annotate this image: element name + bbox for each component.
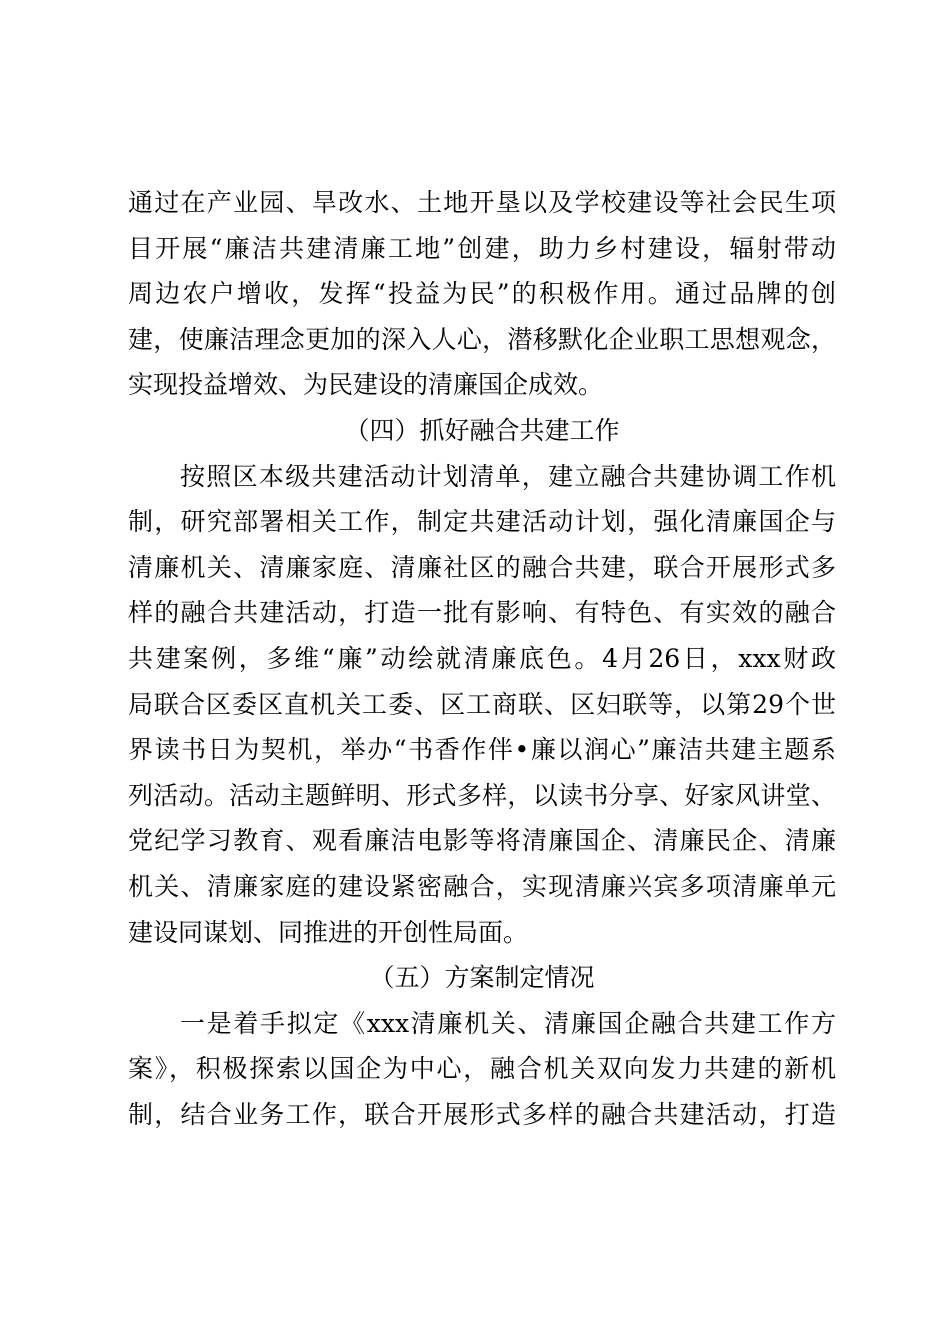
section-heading-5: （五）方案制定情况: [369, 963, 595, 993]
text-line: 界读书日为契机，举办“书香作伴•廉以润心”廉洁共建主题系: [128, 735, 836, 765]
text-line: 共建案例，多维“廉”动绘就清廉底色。4月26日，xxx财政: [128, 643, 836, 673]
text-line: 制，研究部署相关工作，制定共建活动计划，强化清廉国企与: [128, 507, 836, 537]
text-line: 机关、清廉家庭的建设紧密融合，实现清廉兴宾多项清廉单元: [128, 871, 836, 901]
document-body: [128, 180, 836, 1137]
text-line: 一是着手拟定《xxx清廉机关、清廉国企融合共建工作方: [180, 1008, 836, 1038]
text-line: 局联合区委区直机关工委、区工商联、区妇联等，以第29个世: [128, 689, 836, 719]
text-line: 按照区本级共建活动计划清单，建立融合共建协调工作机: [180, 461, 836, 491]
text-line: 案》，积极探索以国企为中心，融合机关双向发力共建的新机: [128, 1054, 836, 1084]
paragraph-integration-building: [128, 454, 836, 956]
text-line: 通过在产业园、旱改水、土地开垦以及学校建设等社会民生项: [128, 188, 836, 217]
text-line: 制，结合业务工作，联合开展形式多样的融合共建活动，打造: [128, 1099, 836, 1129]
text-line: 目开展“廉洁共建清廉工地”创建，助力乡村建设，辐射带动: [128, 233, 836, 263]
text-line: 清廉机关、清廉家庭、清廉社区的融合共建，联合开展形式多: [128, 552, 836, 582]
text-line: 列活动。活动主题鲜明、形式多样，以读书分享、好家风讲堂、: [128, 780, 836, 810]
text-line: 建设同谋划、同推进的开创性局面。: [128, 917, 529, 947]
paragraph-plan-drafting: [128, 1001, 836, 1138]
text-line: 党纪学习教育、观看廉洁电影等将清廉国企、清廉民企、清廉: [128, 826, 836, 856]
text-line: 建，使廉洁理念更加的深入人心，潜移默化企业职工思想观念，: [128, 324, 836, 354]
text-line: 周边农户增收，发挥“投益为民”的积极作用。通过品牌的创: [128, 279, 836, 309]
text-line: 实现投益增效、为民建设的清廉国企成效。: [128, 370, 604, 400]
section-heading-4: （四）抓好融合共建工作: [344, 415, 620, 445]
text-line: 样的融合共建活动，打造一批有影响、有特色、有实效的融合: [128, 598, 836, 628]
paragraph-brand-building: [128, 180, 836, 408]
